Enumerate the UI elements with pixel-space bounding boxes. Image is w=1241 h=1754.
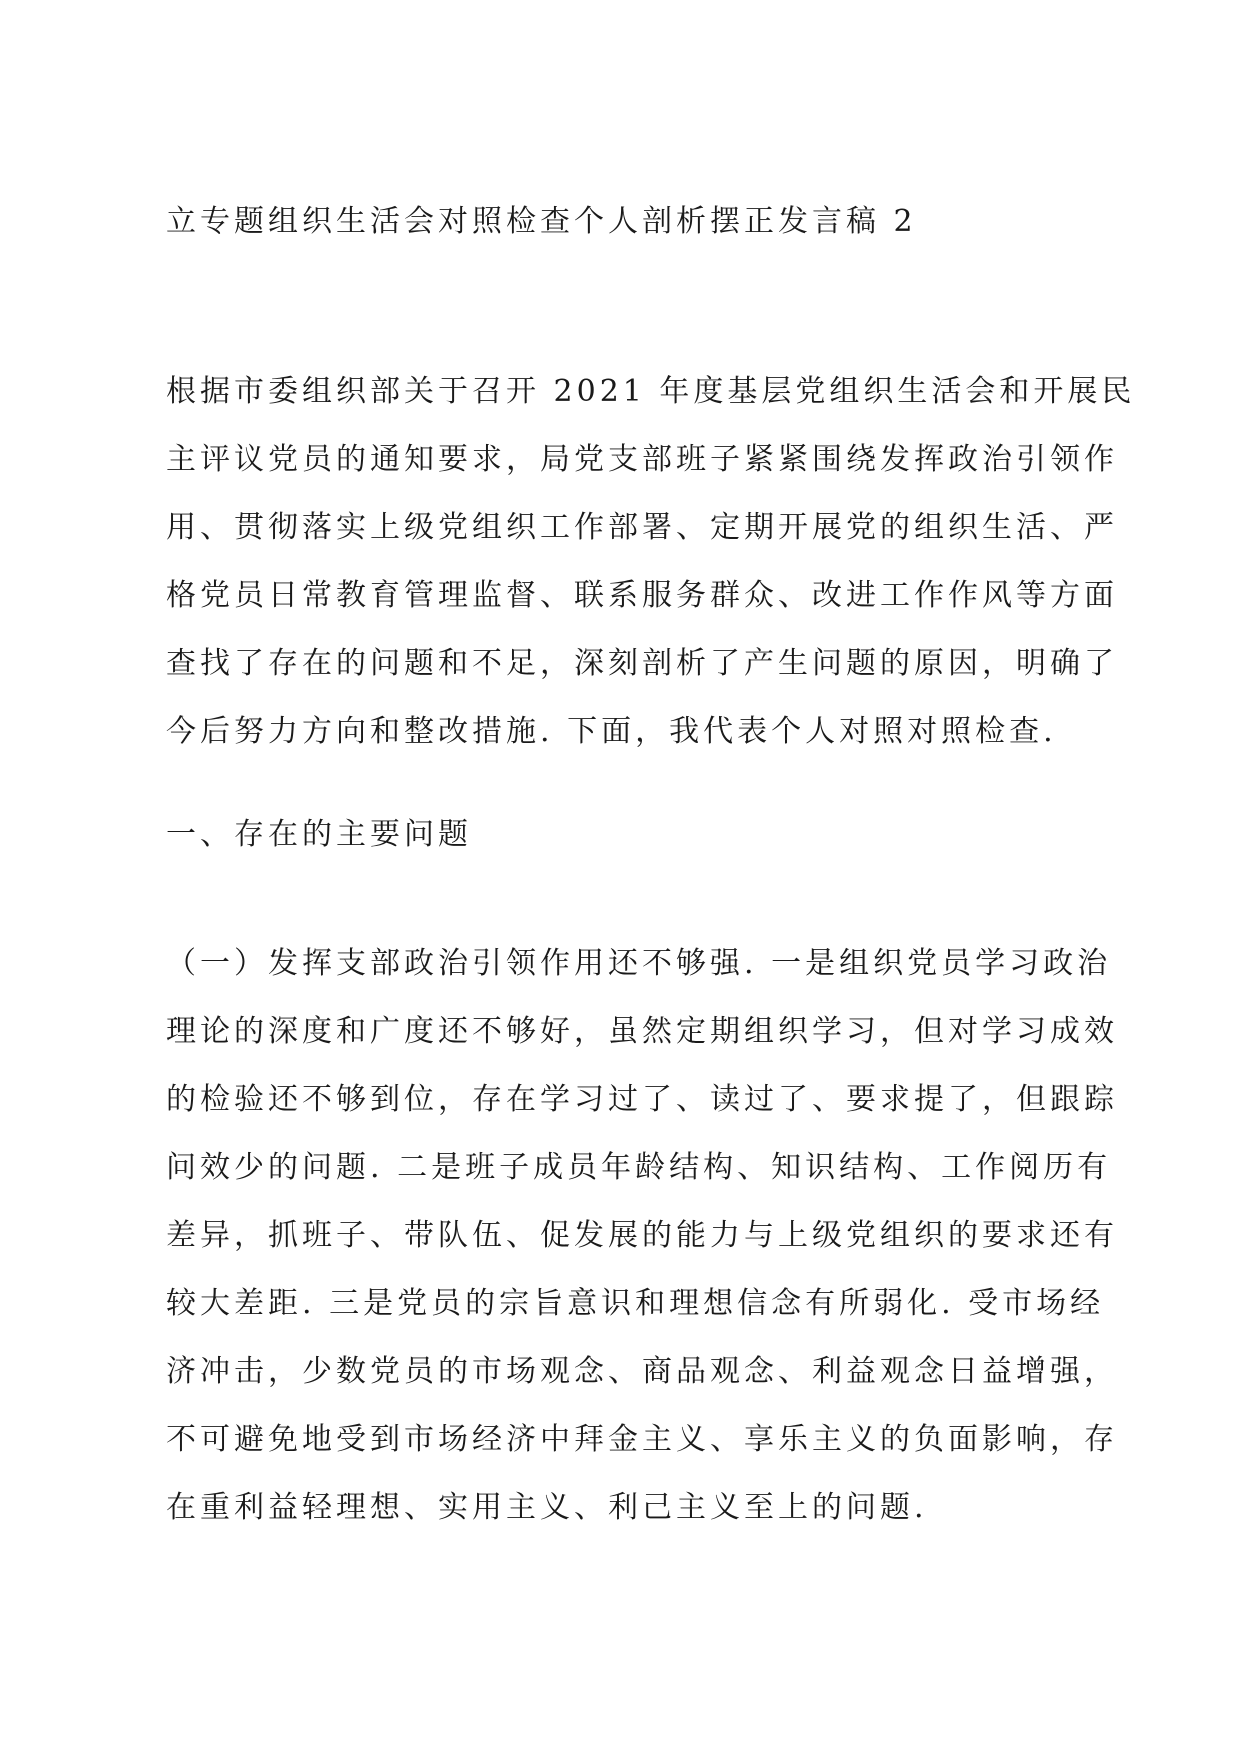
paragraph-line: 的检验还不够到位，存在学习过了、读过了、要求提了，但跟踪	[166, 1082, 1118, 1117]
paragraph-line: 今后努力方向和整改措施. 下面，我代表个人对照对照检查.	[166, 714, 1057, 749]
intro-paragraph	[166, 358, 1136, 766]
paragraph-line: 根据市委组织部关于召开 2021 年度基层党组织生活会和开展民	[166, 374, 1136, 409]
paragraph-line: 济冲击，少数党员的市场观念、商品观念、利益观念日益增强，	[166, 1354, 1118, 1389]
paragraph-line: 在重利益轻理想、实用主义、利己主义至上的问题.	[166, 1490, 928, 1525]
section-paragraph	[166, 930, 1118, 1542]
paragraph-line: 格党员日常教育管理监督、联系服务群众、改进工作作风等方面	[166, 578, 1118, 613]
paragraph-line: 用、贯彻落实上级党组织工作部署、定期开展党的组织生活、严	[166, 510, 1118, 545]
section-heading: 一、存在的主要问题	[166, 817, 472, 852]
paragraph-line: 差异，抓班子、带队伍、促发展的能力与上级党组织的要求还有	[166, 1218, 1118, 1253]
paragraph-line: 理论的深度和广度还不够好，虽然定期组织学习，但对学习成效	[166, 1014, 1118, 1049]
paragraph-line: 查找了存在的问题和不足，深刻剖析了产生问题的原因，明确了	[166, 646, 1118, 681]
paragraph-line: 问效少的问题. 二是班子成员年龄结构、知识结构、工作阅历有	[166, 1150, 1112, 1185]
document-title: 立专题组织生活会对照检查个人剖析摆正发言稿 2	[166, 204, 917, 239]
paragraph-line: （一）发挥支部政治引领作用还不够强. 一是组织党员学习政治	[166, 946, 1112, 981]
paragraph-line: 较大差距. 三是党员的宗旨意识和理想信念有所弱化. 受市场经	[166, 1286, 1105, 1321]
paragraph-line: 主评议党员的通知要求，局党支部班子紧紧围绕发挥政治引领作	[166, 442, 1118, 477]
paragraph-line: 不可避免地受到市场经济中拜金主义、享乐主义的负面影响，存	[166, 1422, 1118, 1457]
